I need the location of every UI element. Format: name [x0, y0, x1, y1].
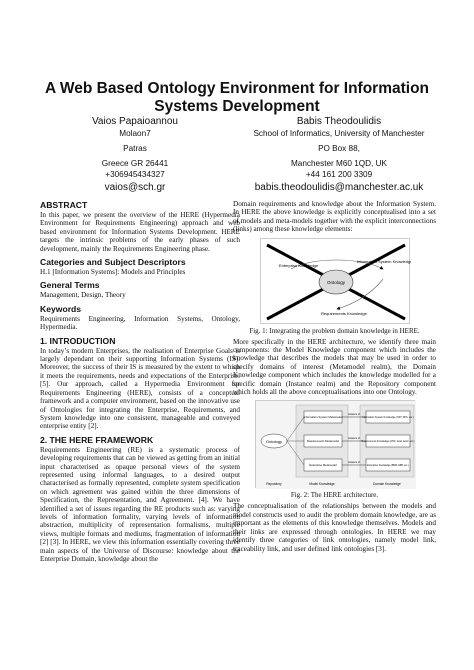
right-paragraph-2: More specifically in the HERE architecture, we identify three main components: the Model Knowledge component which includes the knowledge that describes the models that may be used in order to specify domains of interest (Metamodel realm), the Domain Knowledge component which includes the knowledge modelled for a specific domain (Instance realm) and the Repository component which holds all the above conceptualisations into one Ontology. — [233, 337, 436, 397]
author-name: Babis Theodoulidis — [296, 116, 382, 127]
abstract-heading: ABSTRACT — [40, 200, 88, 210]
figure-1-caption: Fig. 1: Integrating the problem domain knowledge in HERE. — [249, 326, 420, 335]
left-column — [40, 200, 240, 563]
repository-band-label: Repository — [265, 482, 282, 487]
author-block-2 — [234, 116, 444, 194]
title-line-1: A Web Based Ontology Environment for Information — [44, 80, 430, 97]
author-email[interactable]: vaios@sch.gr — [104, 182, 166, 193]
title-line-2: Systems Development — [154, 98, 320, 115]
metamodel-label: Requirements Metamodel — [306, 439, 339, 444]
right-paragraph-3: The conceptualisation of the relationships between the models and model constructs used to audit the problem domain knowledge, are as important as the elements of this knowledge themselves. Models and their links are expressed through ontologies. In HERE we may identify three categories of link ontologies, namely model link, traceability link, and user defined link ontologies [3]. — [233, 502, 436, 553]
information-system-knowledge-label: Information System Knowledge — [356, 258, 411, 264]
author-address-line: Patras — [123, 144, 147, 153]
requirements-knowledge-label: Requirements Knowledge — [320, 310, 367, 316]
domain-knowledge-label: Requirements Knowledge (AHC, Goal, Actor, etc.) — [361, 440, 414, 444]
general-terms-heading: General Terms — [40, 280, 100, 291]
instance-of-label: Instance of — [347, 413, 360, 417]
figure-1 — [260, 238, 410, 324]
categories-text: H.1 [Information Systems]: Models and Principles — [40, 268, 186, 277]
domain-knowledge-band-label: Domain Knowledge — [372, 482, 401, 487]
categories-heading: Categories and Subject Descriptors — [40, 257, 186, 268]
right-column — [233, 200, 436, 553]
instance-of-label: Instance of — [347, 437, 360, 441]
enterprise-knowledge-label: Enterprise Knowledge — [278, 262, 318, 268]
abstract-text: In this paper, we present the overview of the HERE (Hypermedia Environment for Requirements Engineering) approach and web based environment for Information Systems Development. HERE targets the intrinsic problems of the early phases of such development, mainly the Requirements Engineering phase. — [40, 211, 240, 253]
introduction-heading: 1. INTRODUCTION — [40, 335, 116, 346]
author-phone: +306945434327 — [105, 170, 165, 179]
instance-of-label: Instance of — [347, 461, 360, 465]
framework-heading: 2. THE HERE FRAMEWORK — [40, 434, 154, 445]
keywords-text: Requirements Engineering, Information Systems, Ontology, Hypermedia. — [40, 314, 240, 332]
paper-title — [0, 80, 474, 116]
author-address-line: PO Box 88, — [318, 144, 360, 153]
introduction-text: In today’s modern Enterprises, the realisation of Enterprise Goals is largely dependant on their supporting Information Systems (IS). Moreover, the success of their IS is measured by the extent to which it meets the requirements, needs and expectations of the Enterprise. [5]. Our approach, called a Hypermedia Environment for Requirements Engineering (HERE), consists of a conceptual framework and a computer environment, based on the innovative use of Ontologies for integrating the Enterprise, Requirements, and System knowledge into one consistent, manageable and conveyed enterprise entity [2]. — [40, 346, 240, 431]
figure-2-diagram — [256, 401, 416, 489]
author-phone: +44 161 200 3309 — [305, 170, 373, 179]
author-name: Vaios Papaioannou — [92, 116, 178, 127]
general-terms-text: Management, Design, Theory — [40, 291, 126, 300]
author-address-line: Molaon7 — [119, 129, 151, 138]
author-address-line: Manchester M60 1QD, UK — [290, 159, 387, 168]
right-paragraph-1: Domain requirements and knowledge about the Information System. In HERE the above knowledge is explicitly conceptualised into a set of models and meta-models together with the explicit interconnections (links) among these knowledge elements: — [233, 200, 436, 234]
diagonal-line — [267, 287, 327, 319]
author-affiliation: School of Informatics, University of Manchester — [253, 129, 425, 138]
author-block-1 — [40, 116, 230, 194]
model-knowledge-band-label: Model Knowledge — [308, 482, 335, 487]
keywords-heading: Keywords — [40, 303, 82, 314]
figure-2 — [255, 400, 415, 488]
author-address-line: Greece GR 26441 — [101, 159, 169, 168]
domain-knowledge-label: Information System Knowledge (OFT, DFS, etc.) — [361, 416, 414, 420]
framework-text: Requirements Engineering (RE) is a systematic process of developing requirements that can be viewed as getting from an initial input characterised as opaque personal views of the system represented using informal languages, to a desired output characterised as formally represented, complete system specification on which agreement was gained within the three dimensions of Specification, the Representation, and Agreement. [4]. We have identified a set of issues regarding the RE products such as: varying levels of information formality, varying levels of information abstraction, multiplicity of representation formalisms, multiple views, multiple formats and mediums, fragmentation of information [2] [3]. In HERE, we view this information essentially covering three main aspects of the Universe of Discourse: knowledge about the Enterprise Domain, knowledge about the — [40, 445, 240, 563]
figure-2-caption: Fig. 2: The HERE architecture. — [290, 491, 379, 500]
author-email[interactable]: babis.theodoulidis@manchester.ac.uk — [254, 182, 424, 193]
domain-knowledge-label: Enterprise Knowledge (BDN, EBP, etc.) — [366, 464, 409, 468]
ontology-label: Ontology — [265, 439, 282, 445]
figure-1-diagram — [261, 239, 411, 325]
metamodel-label: Information System Metamodel — [303, 415, 342, 420]
ontology-label: Ontology — [326, 279, 345, 285]
metamodel-label: Enterprise Metamodel — [308, 463, 337, 468]
